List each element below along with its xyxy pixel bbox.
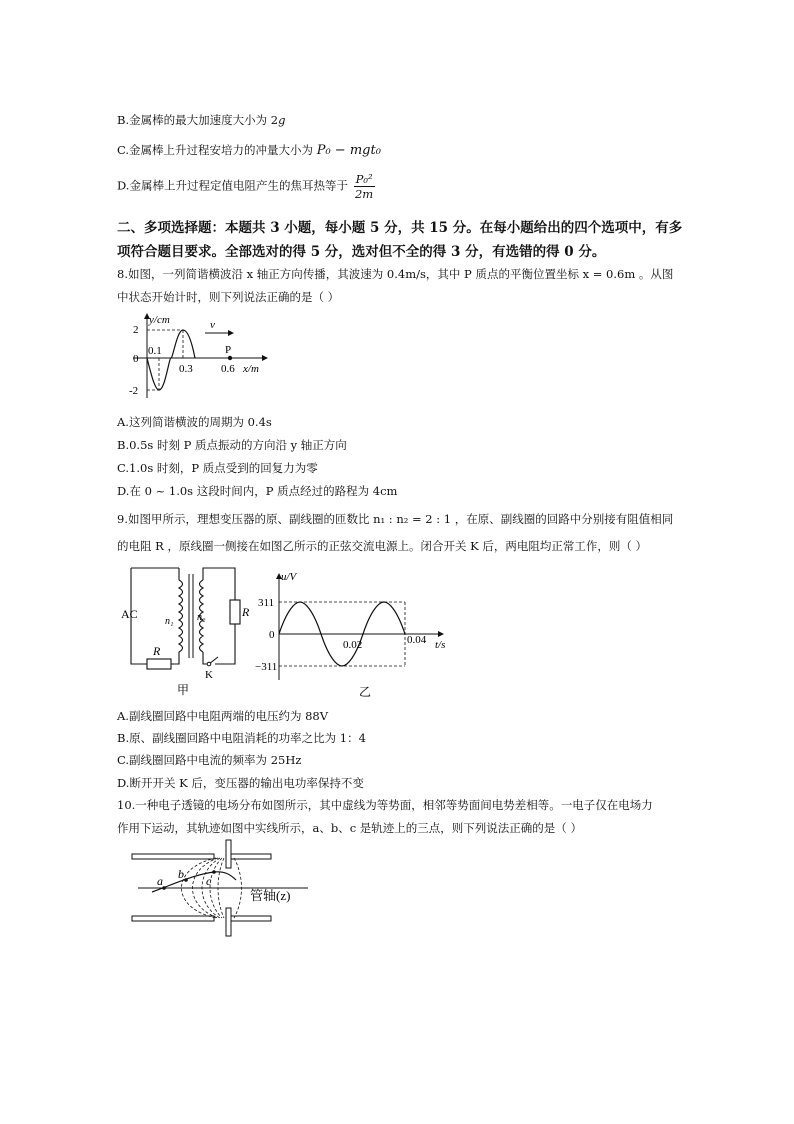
q7-option-d [117, 172, 375, 201]
q10-label-b: b [178, 867, 184, 881]
q10-label-c: c [206, 874, 212, 888]
q8-tick-zero: 0 [133, 353, 139, 365]
q9-graph-tick-311: 311 [258, 597, 275, 609]
q7-option-d-text: D.金属棒上升过程定值电阻产生的焦耳热等于 [117, 178, 348, 193]
q9-option-c: C.副线圈回路中电流的频率为 25Hz [117, 753, 302, 767]
q8-tick-x01: 0.1 [148, 345, 162, 357]
q8-option-d: D.在 0 ~ 1.0s 这段时间内，P 质点经过的路程为 4cm [117, 484, 398, 498]
q9-r-right-label: R [242, 605, 250, 619]
q9-option-a: A.副线圈回路中电阻两端的电压约为 88V [117, 709, 329, 723]
q8-option-a: A.这列简谐横波的周期为 0.4s [117, 415, 272, 429]
q7-option-c [117, 142, 381, 158]
q9-k-label: K [205, 669, 213, 681]
q8-velocity-label: v [210, 319, 215, 331]
q9-graph-caption: 乙 [359, 685, 372, 699]
q7-option-b-text: B.金属棒的最大加速度大小为 2 [117, 113, 279, 127]
q9-circuit-figure [117, 560, 257, 700]
q8-option-c: C.1.0s 时刻，P 质点受到的回复力为零 [117, 461, 318, 475]
q10-point-c [212, 870, 216, 874]
q8-y-axis-label: y/cm [149, 314, 170, 326]
q7-option-c-text: C.金属棒上升过程安培力的冲量大小为 [117, 143, 314, 157]
q9-n2-label: n₂ [197, 612, 206, 623]
q8-stem-line2: 中状态开始计时，则下列说法正确的是（ ） [117, 290, 340, 304]
q9-circuit-caption: 甲 [177, 683, 190, 697]
q10-lens-figure [130, 838, 320, 938]
q8-point-p [228, 356, 232, 360]
q9-graph-tick-neg311: −311 [255, 661, 278, 673]
q8-x-axis-label: x/m [243, 363, 259, 375]
q8-stem-line1: 8.如图，一列简谐横波沿 x 轴正方向传播，其波速为 0.4m/s，其中 P 质点的平衡位置坐标 x = 0.6m 。从图 [117, 267, 674, 281]
section-heading-line1: 二、多项选择题：本题共 3 小题，每小题 5 分，共 15 分。在每小题给出的四个选项中，有多 [117, 220, 683, 236]
q9-option-d: D.断开开关 K 后，变压器的输出电功率保持不变 [117, 776, 364, 790]
q8-wave-curve [147, 330, 195, 390]
q9-stem-line2: 的电阻 R ，原线圈一侧接在如图乙所示的正弦交流电源上。闭合开关 K 后，两电阻均正常工作，则（ ） [117, 539, 648, 553]
section-heading-line2: 项符合题目要求。全部选对的得 5 分，选对但不全的得 3 分，有选错的得 0 分。 [117, 244, 606, 260]
q7-option-d-fraction [354, 172, 375, 201]
q7-option-b [117, 112, 285, 128]
q7-option-c-expr: P₀ − mgt₀ [316, 143, 381, 158]
q10-stem-line1: 10.一种电子透镜的电场分布如图所示，其中虚线为等势面，相邻等势面间电势差相等。一电子仅在电场力 [117, 798, 653, 812]
q9-graph-y-label: u/V [281, 571, 297, 583]
q9-primary-coil [179, 580, 183, 652]
q9-r-left-label: R [153, 644, 161, 658]
q9-graph-tick-004: 0.04 [407, 634, 427, 646]
q7-option-b-var: g [278, 113, 286, 127]
q10-point-b [184, 878, 188, 882]
q9-option-b: B.原、副线圈回路中电阻消耗的功率之比为 1：4 [117, 731, 366, 745]
q7-option-d-denominator: 2m [354, 187, 374, 201]
q10-axis-label: 管轴(z) [250, 888, 291, 903]
q8-point-p-label: P [225, 344, 232, 356]
q8-option-b: B.0.5s 时刻 P 质点振动的方向沿 y 轴正方向 [117, 438, 347, 452]
q8-tick-x06: 0.6 [221, 363, 235, 375]
q9-ac-label: AC [121, 607, 138, 621]
q9-graph-tick-zero: 0 [269, 629, 275, 641]
q9-n1-label: n₁ [165, 616, 174, 627]
q9-secondary-resistor [230, 600, 240, 624]
q9-primary-resistor [147, 659, 171, 669]
q10-stem-line2: 作用下运动，其轨迹如图中实线所示，a、b、c 是轨迹上的三点，则下列说法正确的是（ ） [117, 821, 582, 835]
q8-tick-yneg2: -2 [129, 385, 139, 397]
q9-graph-tick-002: 0.02 [343, 639, 363, 651]
q8-tick-y2: 2 [133, 324, 139, 336]
q9-graph-x-label: t/s [435, 639, 446, 651]
q9-stem-line1: 9.如图甲所示，理想变压器的原、副线圈的匝数比 n₁ : n₂ = 2 : 1 ，在原、副线圈的回路中分别接有阻值相同 [117, 512, 674, 526]
q8-wave-figure [117, 308, 287, 403]
q9-voltage-graph [255, 568, 465, 700]
q8-tick-x03: 0.3 [179, 363, 193, 375]
q10-label-a: a [157, 874, 163, 888]
q7-option-d-numerator: P₀² [355, 172, 373, 186]
